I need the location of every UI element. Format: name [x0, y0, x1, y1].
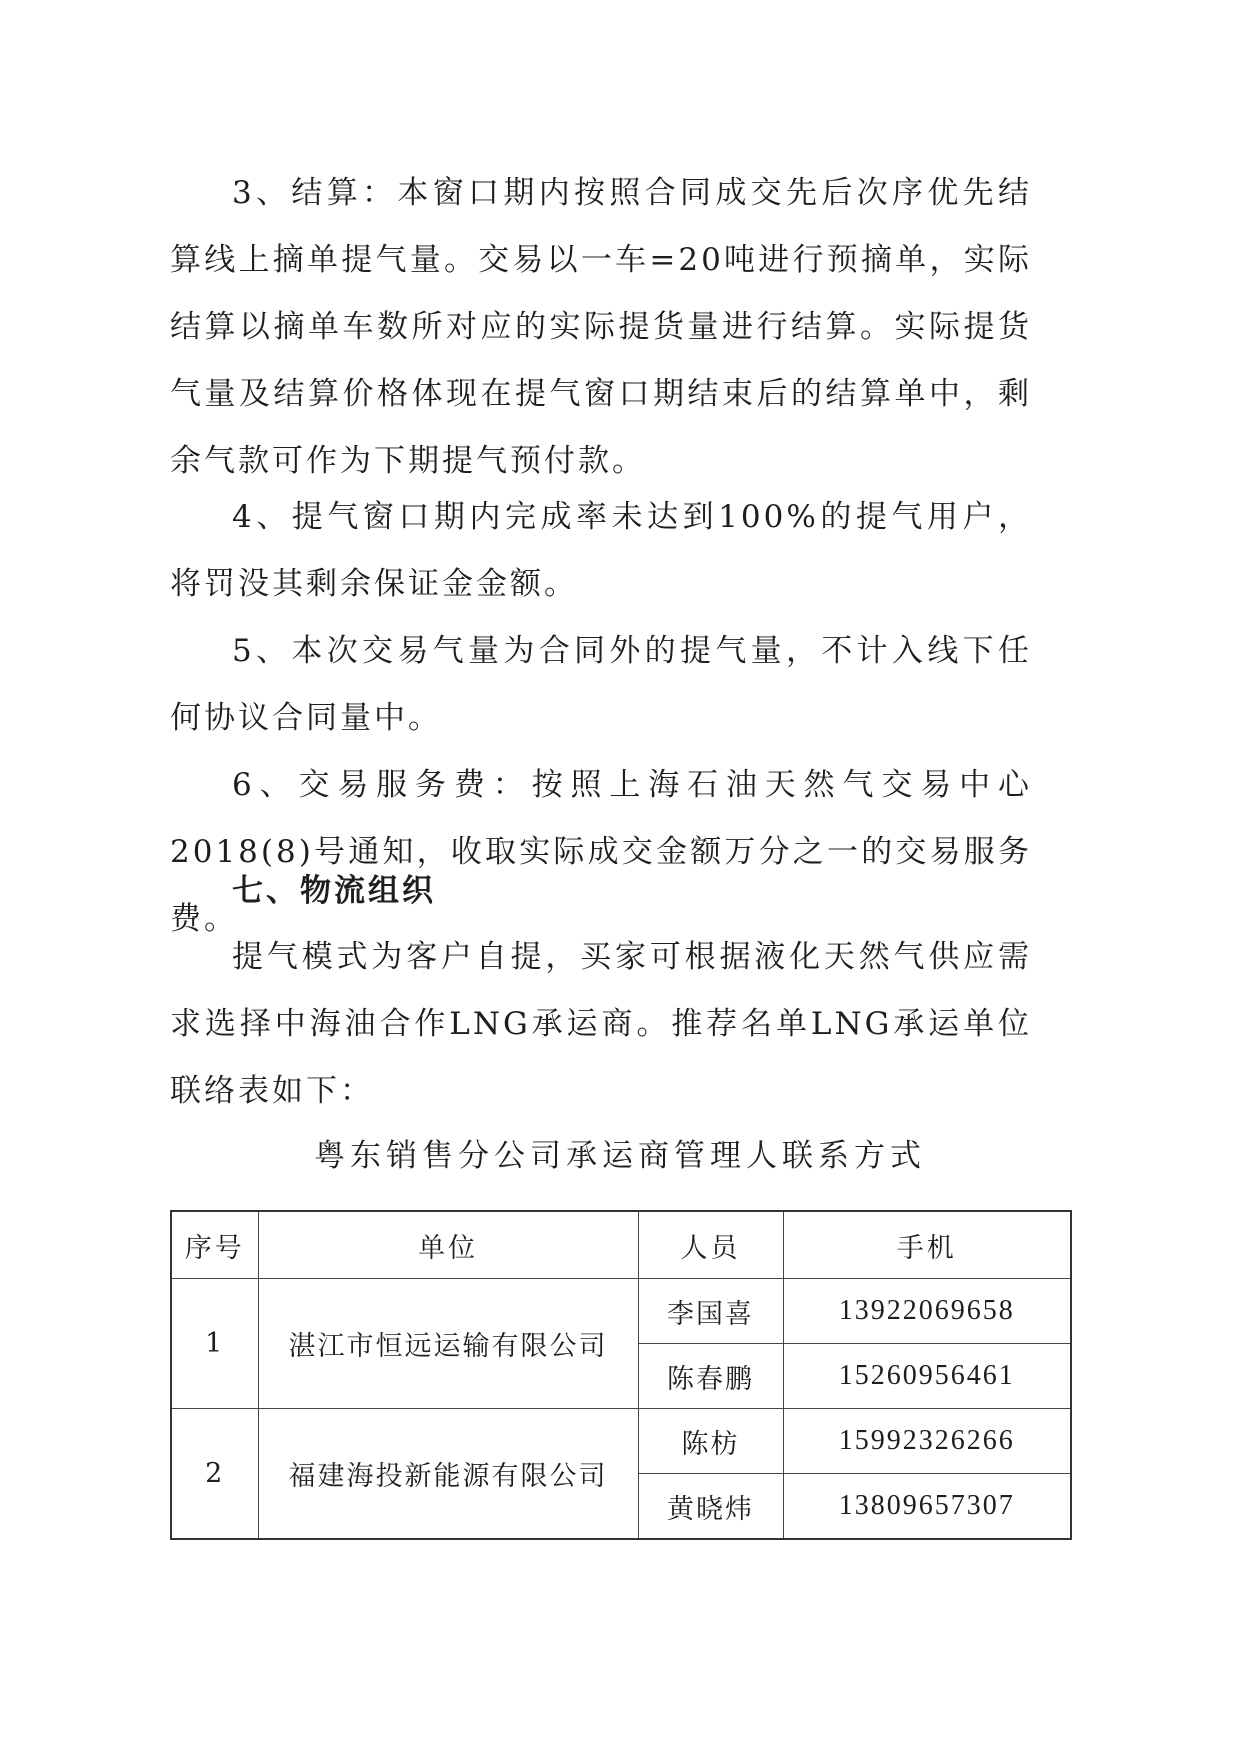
header-no: 序号 [171, 1211, 258, 1279]
row-person: 陈枋 [638, 1409, 783, 1474]
row-unit: 湛江市恒远运输有限公司 [258, 1279, 638, 1409]
header-unit: 单位 [258, 1211, 638, 1279]
row-person: 黄晓炜 [638, 1474, 783, 1540]
paragraph-completion-rate: 4、提气窗口期内完成率未达到100%的提气用户，将罚没其剩余保证金金额。 [170, 499, 1032, 602]
paragraph-logistics-body: 提气模式为客户自提，买家可根据液化天然气供应需求选择中海油合作LNG承运商。推荐名单LNG承运单位联络表如下： [170, 939, 1032, 1109]
row-unit: 福建海投新能源有限公司 [258, 1409, 638, 1540]
paragraph-service-fee: 6、交易服务费：按照上海石油天然气交易中心2018(8)号通知，收取实际成交金额万分之一的交易服务费。 [170, 767, 1032, 937]
table-title: 粤东销售分公司承运商管理人联系方式 [314, 1138, 926, 1174]
row-person: 陈春鹏 [638, 1344, 783, 1409]
row-phone: 13922069658 [783, 1279, 1071, 1344]
paragraph-settlement: 3、结算：本窗口期内按照合同成交先后次序优先结算线上摘单提气量。交易以一车=20吨进行预摘单，实际结算以摘单车数所对应的实际提货量进行结算。实际提货气量及结算价格体现在提气窗口期结束后的结算单中，剩余气款可作为下期提气预付款。 [170, 175, 1032, 479]
table-row [171, 1409, 1071, 1474]
row-phone: 13809657307 [783, 1474, 1071, 1540]
section-heading-logistics: 七、物流组织 [232, 873, 436, 909]
carrier-contact-table [170, 1210, 1072, 1540]
row-no: 1 [171, 1279, 258, 1409]
table-row [171, 1279, 1071, 1344]
row-no: 2 [171, 1409, 258, 1540]
header-phone: 手机 [783, 1211, 1071, 1279]
row-person: 李国喜 [638, 1279, 783, 1344]
header-person: 人员 [638, 1211, 783, 1279]
row-phone: 15260956461 [783, 1344, 1071, 1409]
row-phone: 15992326266 [783, 1409, 1071, 1474]
paragraph-contract-volume: 5、本次交易气量为合同外的提气量，不计入线下任何协议合同量中。 [170, 633, 1032, 736]
table-header-row [171, 1211, 1071, 1279]
